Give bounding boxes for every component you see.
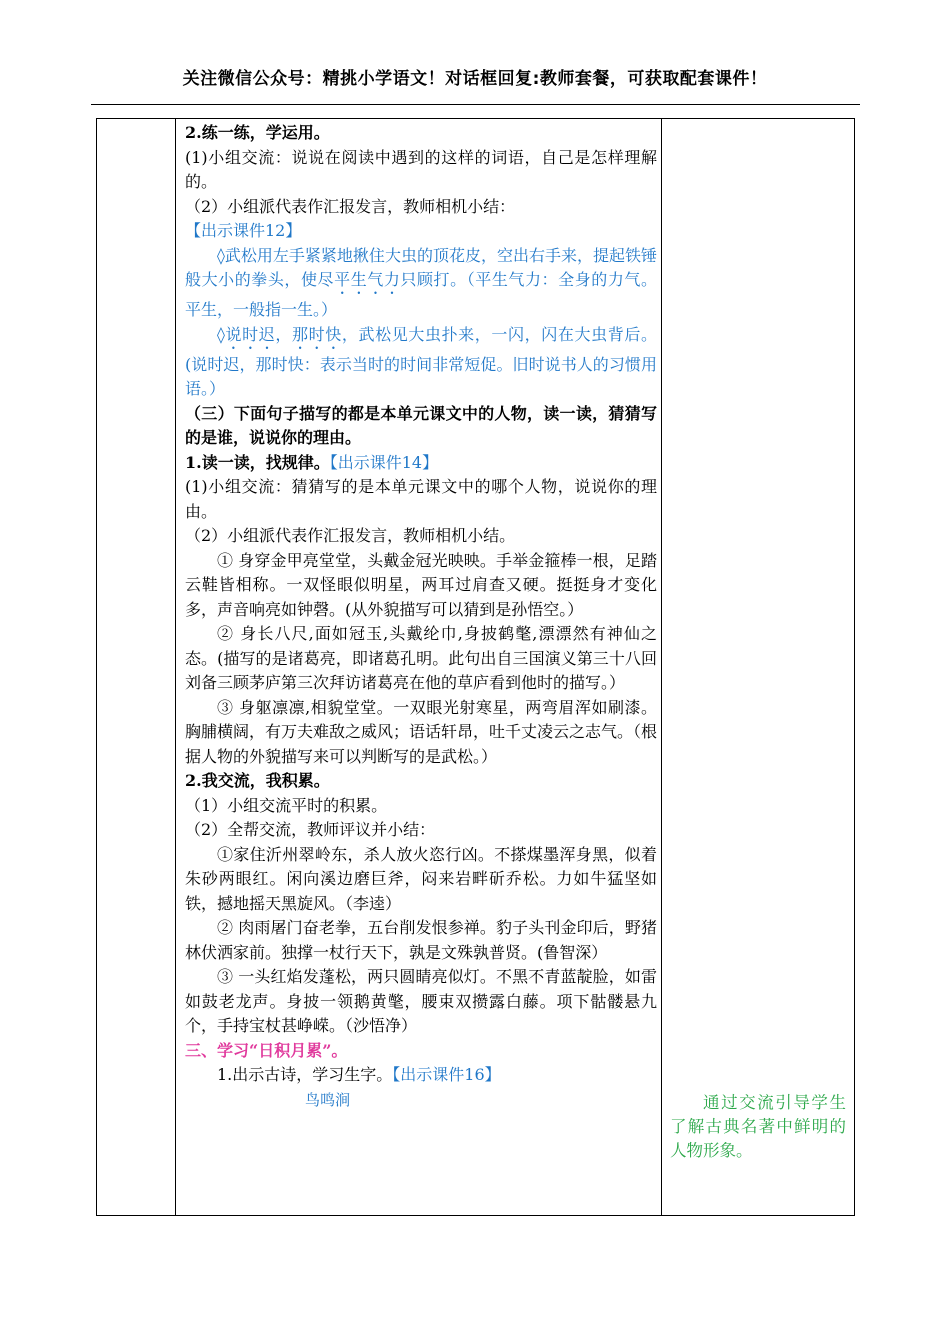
paragraph: (1)小组交流：猜猜写的是本单元课文中的哪个人物，说说你的理由。 [185,477,657,521]
section-heading: 2.练一练，学运用。 [185,123,330,142]
section-heading: （三）下面句子描写的都是本单元课文中的人物，读一读，猜猜写的是谁，说说你的理由。 [185,403,657,447]
notes-column [662,119,855,1216]
example-sentence: ◊武松用左手紧紧地揪住大虫的顶花皮，空出右手来，提起铁锤般大小的拳头，使尽平生气力只顾打。（平生气力：全身的力气。平生，一般指一生。） [185,245,657,319]
subsection-heading: 2.我交流，我积累。 [185,771,330,790]
lesson-table [96,118,855,1216]
header-divider [91,104,860,105]
section-heading: 三、学习“日积月累”。 [185,1040,348,1060]
courseware-label: 【出示课件12】 [185,221,302,240]
paragraph: (1)小组交流：说说在阅读中遇到的这样的词语，自己是怎样理解的。 [185,147,657,191]
paragraph: （1）小组交流平时的积累。 [185,795,388,815]
quote-paragraph: ③ 身躯凛凛,相貌堂堂。一双眼光射寒星，两弯眉浑如刷漆。胸脯横阔，有万夫难敌之威风；语话轩昂，吐千丈凌云之志气。（根据人物的外貌描写来可以判断写的是武松。） [185,697,658,766]
quote-paragraph: ② 肉雨屠门奋老拳，五台削发恨参禅。豹子头刊金印后，野猪林伏洒家前。独撑一杖行天下，孰是文殊孰普贤。(鲁智深） [185,918,657,962]
quote-paragraph: ① 身穿金甲亮堂堂，头戴金冠光映映。手举金箍棒一根，足踏云鞋皆相称。一双怪眼似明星，两耳过肩查又硬。挺挺身才变化多，声音响亮如钟磬。(从外貌描写可以猜到是孙悟空。） [185,550,657,619]
quote-paragraph: ② 身长八尺,面如冠玉,头戴纶巾,身披鹤氅,漂漂然有神仙之态。(描写的是诸葛亮，即诸葛孔明。此句出自三国演义第三十八回刘备三顾茅庐第三次拜访诸葛亮在他的草庐看到他时的描写。） [185,624,657,692]
quote-paragraph: ③ 一头红焰发蓬松，两只圆睛亮似灯。不黑不青蓝靛脸，如雷如鼓老龙声。身披一领鹅黄氅，腰束双攒露白藤。项下骷髅悬九个，手持宝杖甚峥嵘。（沙悟净） [185,967,657,1035]
paragraph: （2）全帮交流，教师评议并小结： [185,820,436,839]
paragraph: （2）小组派代表作汇报发言，教师相机小结： [185,196,516,216]
header-notice: 关注微信公众号：精挑小学语文！对话框回复:教师套餐，可获取配套课件！ [182,69,768,89]
quote-paragraph: ①家住沂州翠岭东，杀人放火恣行凶。不搽煤墨浑身黑，似着朱砂两眼红。闲向溪边磨巨斧，闷来岩畔斫乔松。力如牛猛坚如铁，撼地摇天黑旋风。（李逵） [185,844,657,913]
left-column [97,119,176,1216]
paragraph: （2）小组派代表作汇报发言，教师相机小结。 [185,526,516,545]
poem-title: 鸟鸣涧 [305,1090,351,1109]
teaching-note: 通过交流引导学生了解古典名著中鲜明的人物形象。 [670,1093,846,1160]
content-column [176,119,662,1216]
paragraph: 1.出示古诗，学习生字。【出示课件16】 [217,1065,501,1084]
example-sentence: ◊说时迟，那时快，武松见大虫扑来，一闪，闪在大虫背后。(说时迟，那时快：表示当时的时间非常短促。旧时说书人的习惯用语。） [185,324,657,398]
subsection-heading: 1.读一读，找规律。【出示课件14】 [185,452,439,472]
